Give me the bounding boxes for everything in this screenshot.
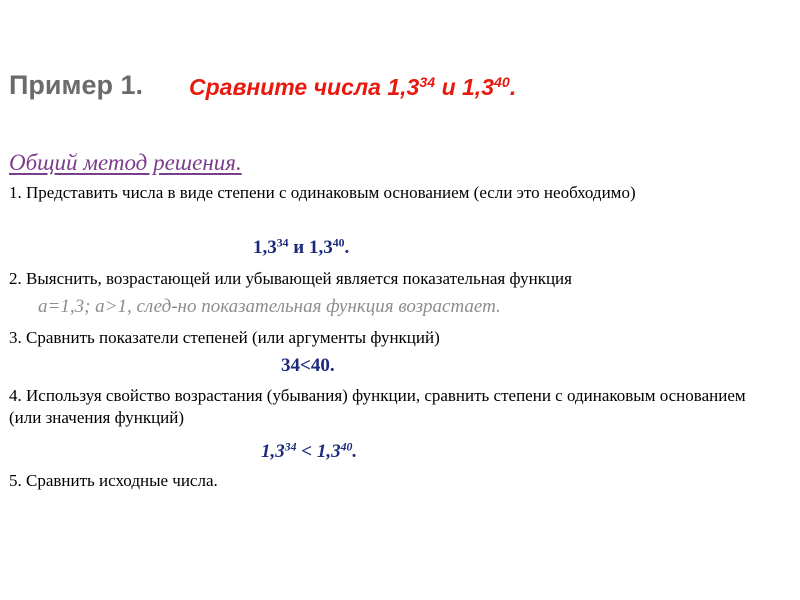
task-exponent-1: 34 [419,75,436,92]
step-3-result: 34<40. [281,355,335,376]
method-heading: Общий метод решения. [9,150,242,175]
step-1-base: 1,3 [253,237,277,258]
task-suffix: . [509,74,517,100]
step-1-exponent-2: 40 [332,236,345,250]
task-middle: и 1,3 [435,74,494,100]
step-1-result [253,237,349,259]
step-1-middle: и 1,3 [288,237,333,258]
step-3-text: 3. Сравнить показатели степеней (или аргументы функций) [9,328,440,347]
step-4-exponent-1: 34 [284,440,297,454]
task-statement [189,74,516,101]
step-1-exponent-1: 34 [276,236,289,250]
step-4-base: 1,3 [261,441,285,462]
step-4-exponent-2: 40 [340,440,353,454]
step-4-suffix: . [352,441,358,462]
task-prefix: Сравните числа 1,3 [189,74,420,100]
step-5-text: 5. Сравнить исходные числа. [9,471,218,490]
step-2-result: a=1,3; a>1, след-но показательная функция возрастает. [38,296,501,317]
step-4-text: 4. Используя свойство возрастания (убывания) функции, сравнить степени с одинаковым основанием (или значения функций) [9,386,746,427]
step-1-suffix: . [344,237,350,258]
step-1-text: 1. Представить числа в виде степени с одинаковым основанием (если это необходимо) [9,183,636,202]
step-4-middle: < 1,3 [296,441,341,462]
step-2-text: 2. Выяснить, возрастающей или убывающей является показательная функция [9,269,572,288]
example-title: Пример 1. [9,70,143,100]
step-4-result [261,441,357,463]
task-exponent-2: 40 [494,75,510,92]
